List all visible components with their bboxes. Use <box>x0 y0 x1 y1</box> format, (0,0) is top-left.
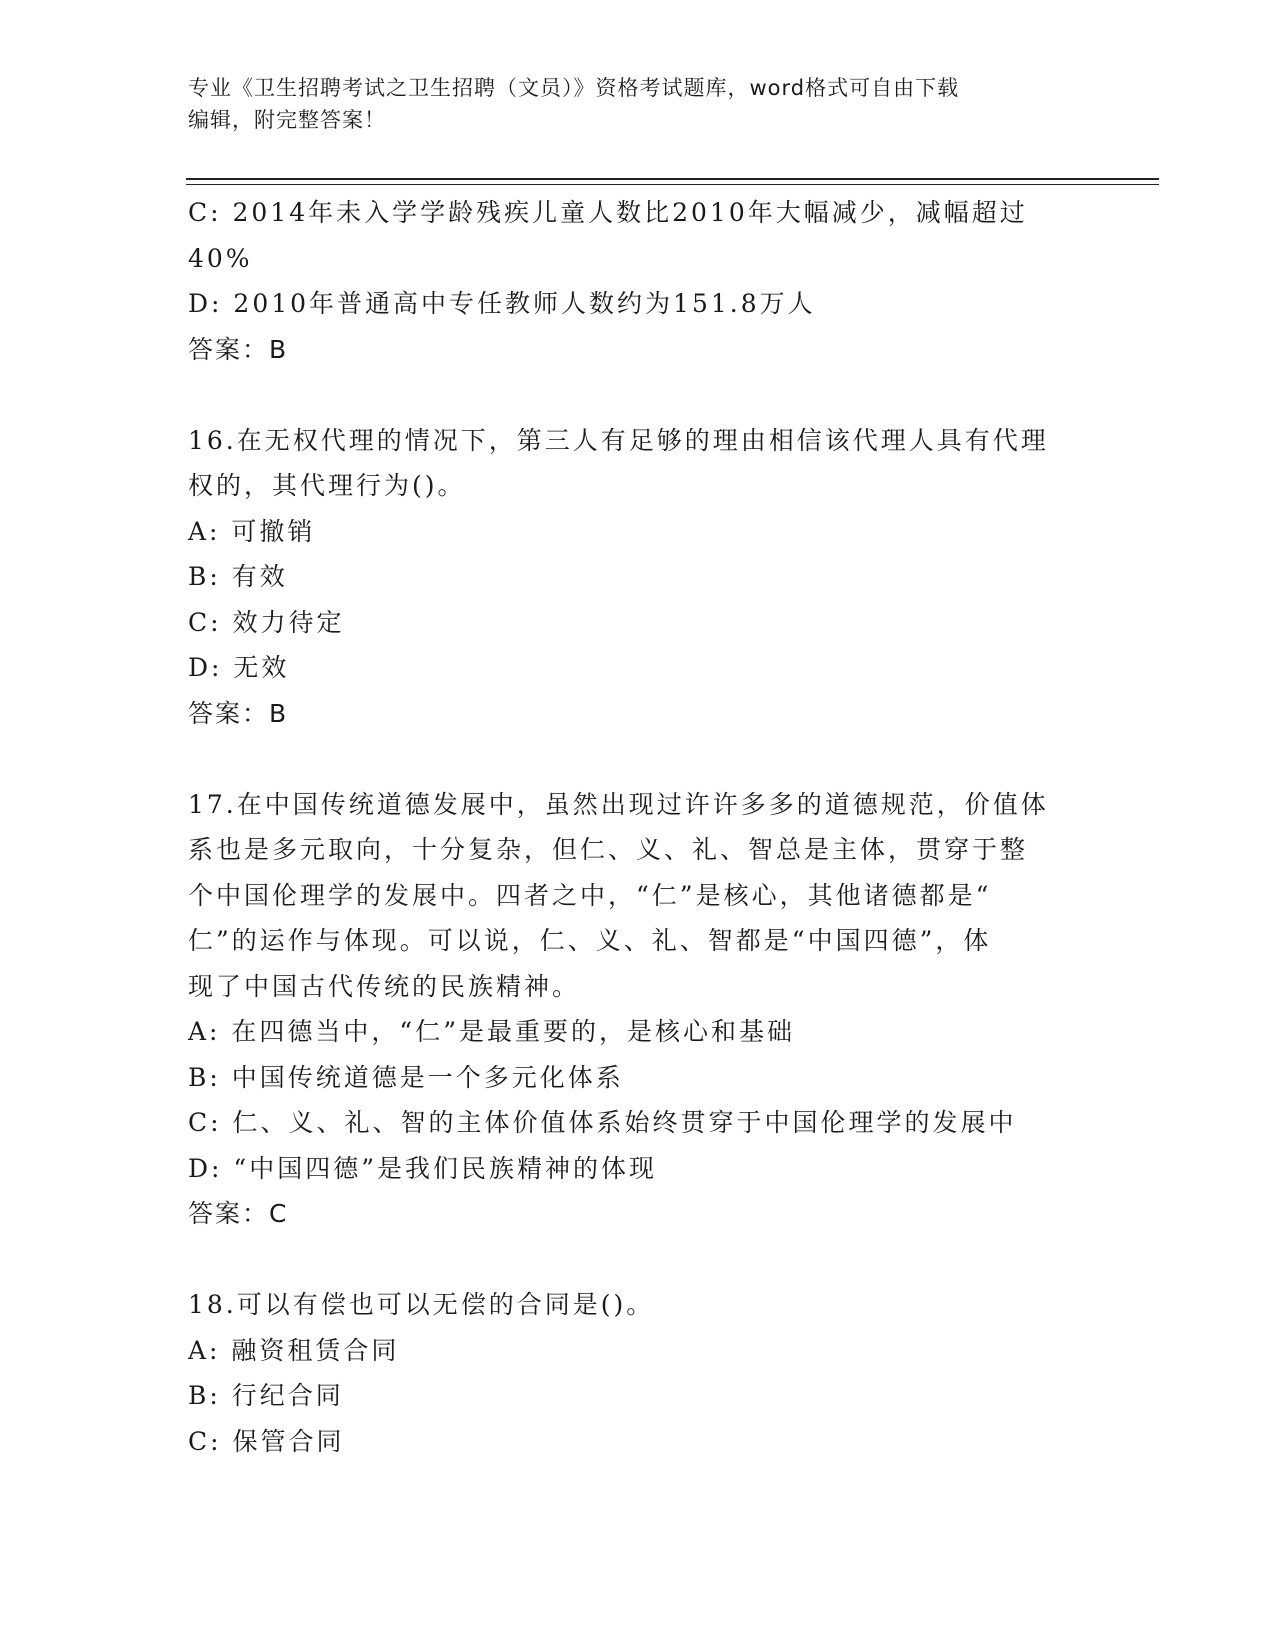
question-stem: 系也是多元取向，十分复杂，但仁、义、礼、智总是主体，贯穿于整 <box>188 835 1029 864</box>
spacer <box>188 736 1088 782</box>
option-a: A: 在四德当中，“仁”是最重要的，是核心和基础 <box>188 1017 795 1046</box>
option-c-continued: 40% <box>188 243 253 273</box>
option-c: C: 2014年未入学学龄残疾儿童人数比2010年大幅减少，减幅超过 <box>188 198 1028 227</box>
document-header <box>188 72 1088 136</box>
question-stem: 16.在无权代理的情况下，第三人有足够的理由相信该代理人具有代理 <box>188 425 1049 455</box>
question-18 <box>188 1282 1088 1464</box>
option-d: D: “中国四德”是我们民族精神的体现 <box>188 1153 657 1183</box>
option-b: B: 中国传统道德是一个多元化体系 <box>188 1062 624 1092</box>
spacer <box>188 1237 1088 1283</box>
question-stem: 权的，其代理行为()。 <box>188 471 466 500</box>
option-d: D: 无效 <box>188 653 290 682</box>
question-stem: 个中国伦理学的发展中。四者之中，“仁”是核心，其他诸德都是“ <box>188 880 992 910</box>
answer: 答案：C <box>188 1199 289 1228</box>
header-line-2: 编辑，附完整答案！ <box>188 108 386 132</box>
answer: 答案：B <box>188 698 289 728</box>
header-line-1: 专业《卫生招聘考试之卫生招聘（文员）》资格考试题库，word格式可自由下载 <box>188 76 960 100</box>
question-17 <box>188 782 1088 1237</box>
header-divider-thin <box>186 184 1159 185</box>
question-stem: 18.可以有偿也可以无偿的合同是()。 <box>188 1290 655 1319</box>
question-16 <box>188 418 1088 737</box>
option-c: C: 效力待定 <box>188 607 345 637</box>
question-stem: 现了中国古代传统的民族精神。 <box>188 971 581 1001</box>
option-b: B: 行纪合同 <box>188 1381 344 1410</box>
spacer <box>188 372 1088 418</box>
option-d: D: 2010年普通高中专任教师人数约为151.8万人 <box>188 289 816 318</box>
answer: 答案：B <box>188 334 289 364</box>
header-divider-thick <box>186 178 1159 180</box>
question-stem: 17.在中国传统道德发展中，虽然出现过许许多多的道德规范，价值体 <box>188 789 1049 819</box>
option-a: A: 可撤销 <box>188 516 316 546</box>
question-content <box>188 190 1088 1464</box>
option-c: C: 保管合同 <box>188 1426 345 1456</box>
option-c: C: 仁、义、礼、智的主体价值体系始终贯穿于中国伦理学的发展中 <box>188 1108 1017 1137</box>
option-a: A: 融资租赁合同 <box>188 1335 400 1365</box>
question-15-tail <box>188 190 1088 372</box>
question-stem: 仁”的运作与体现。可以说，仁、义、礼、智都是“中国四德”，体 <box>188 926 992 955</box>
option-b: B: 有效 <box>188 562 288 591</box>
